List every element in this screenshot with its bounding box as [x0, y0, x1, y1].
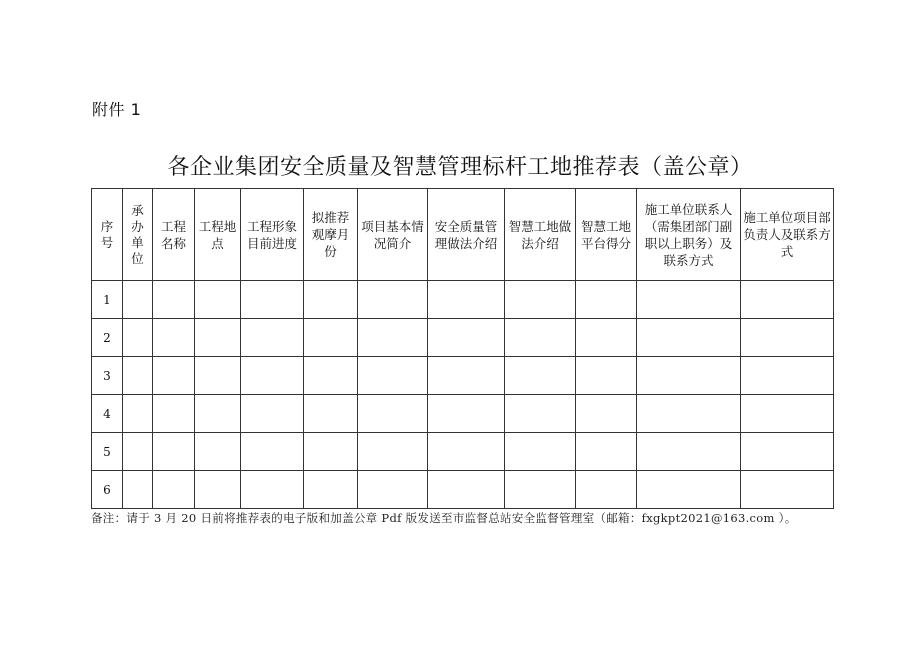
empty-cell[interactable]	[428, 471, 505, 509]
empty-cell[interactable]	[195, 395, 241, 433]
empty-cell[interactable]	[123, 433, 153, 471]
table-row	[92, 357, 834, 395]
empty-cell[interactable]	[153, 357, 195, 395]
col-header-visit-month: 拟推荐观摩月份	[304, 189, 358, 281]
empty-cell[interactable]	[241, 395, 304, 433]
col-header-organizer: 承办单位	[123, 189, 153, 281]
empty-cell[interactable]	[304, 395, 358, 433]
row-index: 4	[92, 395, 123, 433]
empty-cell[interactable]	[637, 319, 741, 357]
empty-cell[interactable]	[195, 433, 241, 471]
empty-cell[interactable]	[741, 395, 834, 433]
empty-cell[interactable]	[505, 319, 576, 357]
empty-cell[interactable]	[123, 395, 153, 433]
empty-cell[interactable]	[576, 433, 637, 471]
empty-cell[interactable]	[153, 319, 195, 357]
empty-cell[interactable]	[637, 433, 741, 471]
empty-cell[interactable]	[505, 281, 576, 319]
empty-cell[interactable]	[505, 433, 576, 471]
empty-cell[interactable]	[505, 357, 576, 395]
empty-cell[interactable]	[123, 471, 153, 509]
empty-cell[interactable]	[637, 395, 741, 433]
empty-cell[interactable]	[304, 357, 358, 395]
empty-cell[interactable]	[358, 357, 428, 395]
empty-cell[interactable]	[741, 471, 834, 509]
empty-cell[interactable]	[428, 319, 505, 357]
document-title: 各企业集团安全质量及智慧管理标杆工地推荐表（盖公章）	[167, 155, 753, 180]
row-index: 3	[92, 357, 123, 395]
empty-cell[interactable]	[358, 395, 428, 433]
empty-cell[interactable]	[153, 433, 195, 471]
empty-cell[interactable]	[576, 357, 637, 395]
empty-cell[interactable]	[576, 395, 637, 433]
col-header-platform-score: 智慧工地平台得分	[576, 189, 637, 281]
empty-cell[interactable]	[304, 433, 358, 471]
row-index: 2	[92, 319, 123, 357]
table-row	[92, 281, 834, 319]
row-index: 5	[92, 433, 123, 471]
col-header-progress: 工程形象目前进度	[241, 189, 304, 281]
col-header-project-manager-contact: 施工单位项目部负责人及联系方式	[741, 189, 834, 281]
attachment-label: 附件 1	[92, 100, 142, 119]
empty-cell[interactable]	[304, 471, 358, 509]
col-header-safety-quality: 安全质量管理做法介绍	[428, 189, 505, 281]
empty-cell[interactable]	[195, 281, 241, 319]
empty-cell[interactable]	[153, 281, 195, 319]
empty-cell[interactable]	[123, 357, 153, 395]
col-header-index: 序号	[92, 189, 123, 281]
empty-cell[interactable]	[241, 433, 304, 471]
empty-cell[interactable]	[241, 357, 304, 395]
empty-cell[interactable]	[195, 357, 241, 395]
empty-cell[interactable]	[576, 281, 637, 319]
empty-cell[interactable]	[637, 357, 741, 395]
table-row	[92, 319, 834, 357]
empty-cell[interactable]	[428, 357, 505, 395]
col-header-contractor-contact: 施工单位联系人（需集团部门副职以上职务）及联系方式	[637, 189, 741, 281]
empty-cell[interactable]	[123, 281, 153, 319]
empty-cell[interactable]	[241, 471, 304, 509]
empty-cell[interactable]	[576, 319, 637, 357]
empty-cell[interactable]	[741, 433, 834, 471]
empty-cell[interactable]	[505, 471, 576, 509]
recommendation-table	[91, 188, 834, 509]
empty-cell[interactable]	[123, 319, 153, 357]
col-header-project-name: 工程名称	[153, 189, 195, 281]
empty-cell[interactable]	[153, 471, 195, 509]
empty-cell[interactable]	[576, 471, 637, 509]
empty-cell[interactable]	[428, 433, 505, 471]
table-header-row	[92, 189, 834, 281]
table-row	[92, 395, 834, 433]
empty-cell[interactable]	[358, 433, 428, 471]
col-header-project-intro: 项目基本情况简介	[358, 189, 428, 281]
empty-cell[interactable]	[358, 319, 428, 357]
empty-cell[interactable]	[505, 395, 576, 433]
empty-cell[interactable]	[358, 471, 428, 509]
empty-cell[interactable]	[304, 319, 358, 357]
empty-cell[interactable]	[358, 281, 428, 319]
empty-cell[interactable]	[637, 471, 741, 509]
empty-cell[interactable]	[428, 281, 505, 319]
empty-cell[interactable]	[195, 471, 241, 509]
empty-cell[interactable]	[241, 281, 304, 319]
footnote: 备注：请于 3 月 20 日前将推荐表的电子版和加盖公章 Pdf 版发送至市监督总站安全监督管理室（邮箱：fxgkpt2021@163.com ）。	[91, 511, 797, 525]
table-row	[92, 433, 834, 471]
empty-cell[interactable]	[304, 281, 358, 319]
col-header-project-location: 工程地点	[195, 189, 241, 281]
empty-cell[interactable]	[741, 319, 834, 357]
empty-cell[interactable]	[241, 319, 304, 357]
col-header-smart-site: 智慧工地做法介绍	[505, 189, 576, 281]
empty-cell[interactable]	[428, 395, 505, 433]
empty-cell[interactable]	[741, 281, 834, 319]
empty-cell[interactable]	[741, 357, 834, 395]
row-index: 6	[92, 471, 123, 509]
empty-cell[interactable]	[195, 319, 241, 357]
empty-cell[interactable]	[637, 281, 741, 319]
empty-cell[interactable]	[153, 395, 195, 433]
row-index: 1	[92, 281, 123, 319]
table-row	[92, 471, 834, 509]
